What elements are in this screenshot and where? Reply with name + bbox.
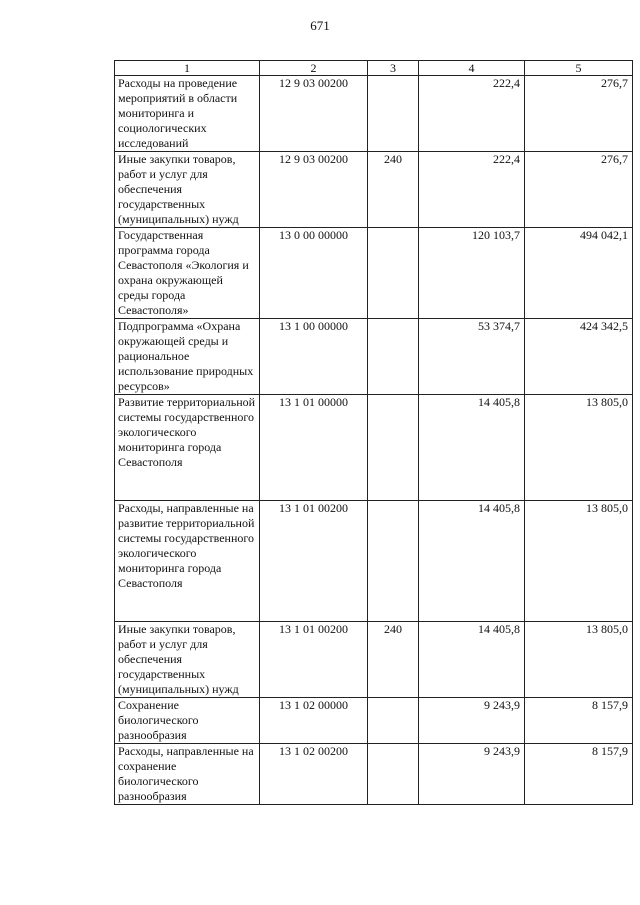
row-value-4-cell: 120 103,7 (419, 228, 525, 319)
row-value-4-cell: 222,4 (419, 152, 525, 228)
row-code-cell: 12 9 03 00200 (260, 76, 368, 152)
row-name-text: Расходы на проведение мероприятий в области мониторинга и социологических исследований (118, 76, 238, 150)
table-row (115, 76, 633, 152)
row-type-cell: 240 (368, 152, 419, 228)
row-value-5-cell: 13 805,0 (525, 501, 633, 622)
row-name-text: Иные закупки товаров, работ и услуг для обеспечения государственных (муниципальных) нужд (118, 152, 239, 226)
row-code-cell: 13 0 00 00000 (260, 228, 368, 319)
row-type-cell (368, 76, 419, 152)
row-value-4-cell: 53 374,7 (419, 319, 525, 395)
row-value-4-cell: 14 405,8 (419, 501, 525, 622)
row-value-5-cell: 8 157,9 (525, 744, 633, 805)
column-header-3: 3 (368, 61, 419, 76)
budget-table (114, 60, 633, 805)
row-value-4-cell: 14 405,8 (419, 622, 525, 698)
row-name-text: Сохранение биологического разнообразия (118, 698, 199, 742)
row-name-text: Подпрограмма «Охрана окружающей среды и рациональное использование природных ресурсов» (118, 319, 254, 393)
table-row (115, 622, 633, 698)
table-row (115, 319, 633, 395)
row-type-cell (368, 698, 419, 744)
table-row (115, 698, 633, 744)
row-type-cell (368, 744, 419, 805)
row-code-cell: 12 9 03 00200 (260, 152, 368, 228)
column-header-4: 4 (419, 61, 525, 76)
row-value-5-cell: 276,7 (525, 76, 633, 152)
row-name-cell (115, 622, 260, 698)
row-type-cell: 240 (368, 622, 419, 698)
table-header-row (115, 61, 633, 76)
column-header-1: 1 (115, 61, 260, 76)
row-code-cell: 13 1 02 00000 (260, 698, 368, 744)
row-type-cell (368, 395, 419, 501)
row-value-4-cell: 14 405,8 (419, 395, 525, 501)
row-name-cell (115, 319, 260, 395)
table-row (115, 395, 633, 501)
row-value-5-cell: 13 805,0 (525, 622, 633, 698)
table-row (115, 501, 633, 622)
row-name-text: Иные закупки товаров, работ и услуг для обеспечения государственных (муниципальных) нужд (118, 622, 239, 696)
row-value-5-cell: 494 042,1 (525, 228, 633, 319)
table-row (115, 152, 633, 228)
row-type-cell (368, 228, 419, 319)
row-name-cell (115, 228, 260, 319)
row-name-cell (115, 76, 260, 152)
table-row (115, 744, 633, 805)
table-row (115, 228, 633, 319)
row-value-5-cell: 424 342,5 (525, 319, 633, 395)
row-name-cell (115, 501, 260, 622)
row-value-5-cell: 8 157,9 (525, 698, 633, 744)
row-type-cell (368, 319, 419, 395)
row-name-text: Расходы, направленные на развитие территориальной системы государственного экологического мониторинга города Севастополя (118, 501, 255, 590)
row-code-cell: 13 1 00 00000 (260, 319, 368, 395)
row-name-cell (115, 698, 260, 744)
row-value-4-cell: 9 243,9 (419, 698, 525, 744)
row-name-text: Государственная программа города Севастополя «Экология и охрана окружающей среды города Севастополя» (118, 228, 249, 317)
row-code-cell: 13 1 01 00000 (260, 395, 368, 501)
row-name-text: Расходы, направленные на сохранение биологического разнообразия (118, 744, 254, 803)
row-value-5-cell: 276,7 (525, 152, 633, 228)
row-value-4-cell: 9 243,9 (419, 744, 525, 805)
row-name-cell (115, 395, 260, 501)
row-code-cell: 13 1 01 00200 (260, 622, 368, 698)
row-name-cell (115, 744, 260, 805)
row-value-4-cell: 222,4 (419, 76, 525, 152)
row-code-cell: 13 1 01 00200 (260, 501, 368, 622)
page-number: 671 (310, 18, 330, 33)
row-value-5-cell: 13 805,0 (525, 395, 633, 501)
row-name-text: Развитие территориальной системы государственного экологического мониторинга города Севастополя (118, 395, 256, 469)
column-header-5: 5 (525, 61, 633, 76)
row-type-cell (368, 501, 419, 622)
row-name-cell (115, 152, 260, 228)
column-header-2: 2 (260, 61, 368, 76)
row-code-cell: 13 1 02 00200 (260, 744, 368, 805)
